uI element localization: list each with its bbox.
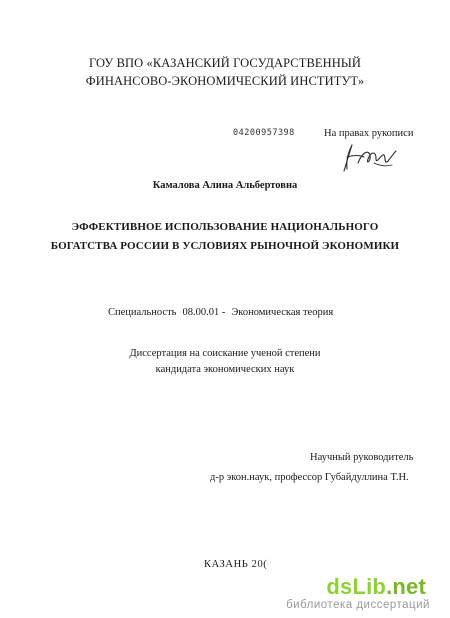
rights-note: На правах рукописи [324,128,414,139]
handwritten-signature [338,141,400,175]
dslib-logo[interactable] [326,574,426,600]
institution-line-2: ФИНАНСОВО-ЭКОНОМИЧЕСКИЙ ИНСТИТУТ» [85,74,365,88]
institution-line-1: ГОУ ВПО «КАЗАНСКИЙ ГОСУДАРСТВЕННЫЙ [88,56,362,70]
author-name: Камалова Алина Альбертовна [152,180,298,191]
dissertation-line-1: Диссертация на соискание ученой степени [129,348,321,359]
thesis-title-line-2: БОГАТСТВА РОССИИ В УСЛОВИЯХ РЫНОЧНОЙ ЭКОНОМИКИ [50,240,400,252]
logo-part-1: dsLib [326,574,387,599]
dissertation-line-2: кандидата экономических наук [155,364,295,375]
specialty-name: Экономическая теория [231,307,334,318]
supervisor-label: Научный руководитель [310,452,414,463]
logo-part-2: .net [386,574,426,599]
supervisor-name: д-р экон.наук, профессор Губайдуллина Т.Н. [210,472,409,483]
specialty-code: 08.00.01 - [182,307,226,318]
specialty-label: Специальность [108,307,177,318]
thesis-title-line-1: ЭФФЕКТИВНОЕ ИСПОЛЬЗОВАНИЕ НАЦИОНАЛЬНОГО [71,221,379,233]
inventory-number: 04200957398 [233,128,295,138]
city-year: КАЗАНЬ 20( [204,559,268,570]
watermark-subtitle: библиотека диссертаций [286,599,430,611]
specialty [108,307,333,318]
